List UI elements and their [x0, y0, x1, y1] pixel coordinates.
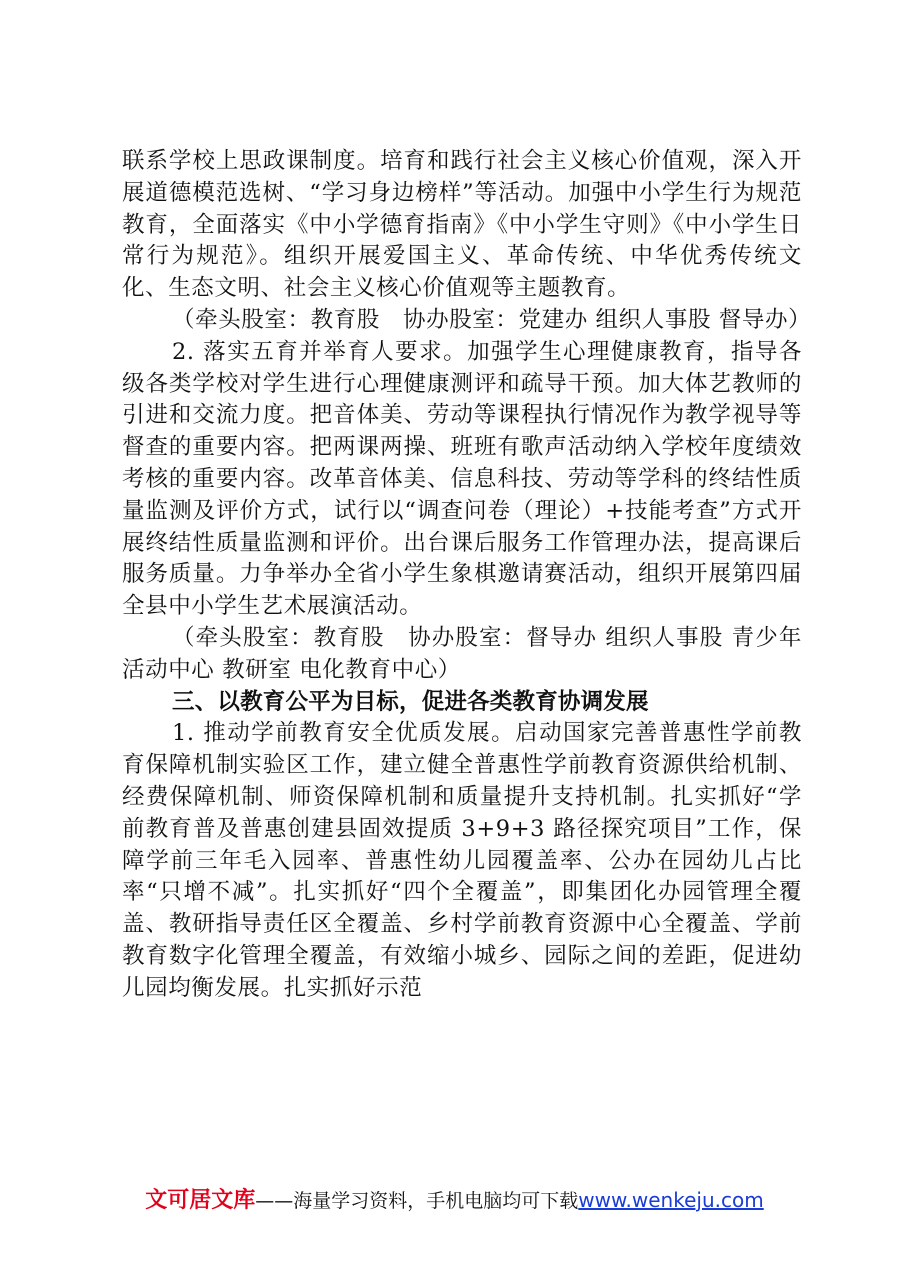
footer-url-link[interactable]: www.wenkeju.com	[578, 1188, 764, 1212]
body-text	[122, 146, 812, 1005]
paragraph-4-responsible-offices: （牵头股室：教育股 协办股室：督导办 组织人事股 青少年活动中心 教研室 电化教育中心）	[122, 624, 802, 683]
paragraph-3-five-education: 2. 落实五育并举育人要求。加强学生心理健康教育，指导各级各类学校对学生进行心理健康测评和疏导干预。加大体艺教师的引进和交流力度。把音体美、劳动等课程执行情况作为教学视导等督查的重要内容。把两课两操、班班有歌声活动纳入学校年度绩效考核的重要内容。改革音体美、信息科技、劳动等学科的终结性质量监测及评价方式，试行以“调查问卷（理论）+技能考查”方式开展终结性质量监测和评价。出台课后服务工作管理办法，提高课后服务质量。力争举办全省小学生象棋邀请赛活动，组织开展第四届全县中小学生艺术展演活动。	[122, 338, 802, 620]
footer-slogan: ——海量学习资料，手机电脑均可下载	[255, 1190, 579, 1212]
paragraph-6-preschool: 1. 推动学前教育安全优质发展。启动国家完善普惠性学前教育保障机制实验区工作，建立健全普惠性学前教育资源供给机制、经费保障机制、师资保障机制和质量提升支持机制。扎实抓好“学前教育普及普惠创建县固效提质 3+9+3 路径探究项目”工作，保障学前三年毛入园率、普惠性幼儿园覆盖率、公办在园幼儿占比率“只增不减”。扎实抓好“四个全覆盖”，即集团化办园管理全覆盖、教研指导责任区全覆盖、乡村学前教育资源中心全覆盖、学前教育数字化管理全覆盖，有效缩小城乡、园际之间的差距，促进幼儿园均衡发展。扎实抓好示范	[122, 720, 802, 1001]
footer-banner	[0, 1183, 909, 1214]
paragraph-1: 联系学校上思政课制度。培育和践行社会主义核心价值观，深入开展道德模范选树、“学习身边榜样”等活动。加强中小学生行为规范教育，全面落实《中小学德育指南》《中小学生守则》《中小学生日常行为规范》。组织开展爱国主义、革命传统、中华优秀传统文化、生态文明、社会主义核心价值观等主题教育。	[122, 148, 802, 302]
section-heading-3: 三、以教育公平为目标，促进各类教育协调发展	[172, 688, 649, 715]
footer-brand: 文可居文库	[145, 1188, 256, 1213]
paragraph-2-responsible-offices: （牵头股室：教育股 协办股室：党建办 组织人事股 督导办）	[172, 306, 812, 333]
